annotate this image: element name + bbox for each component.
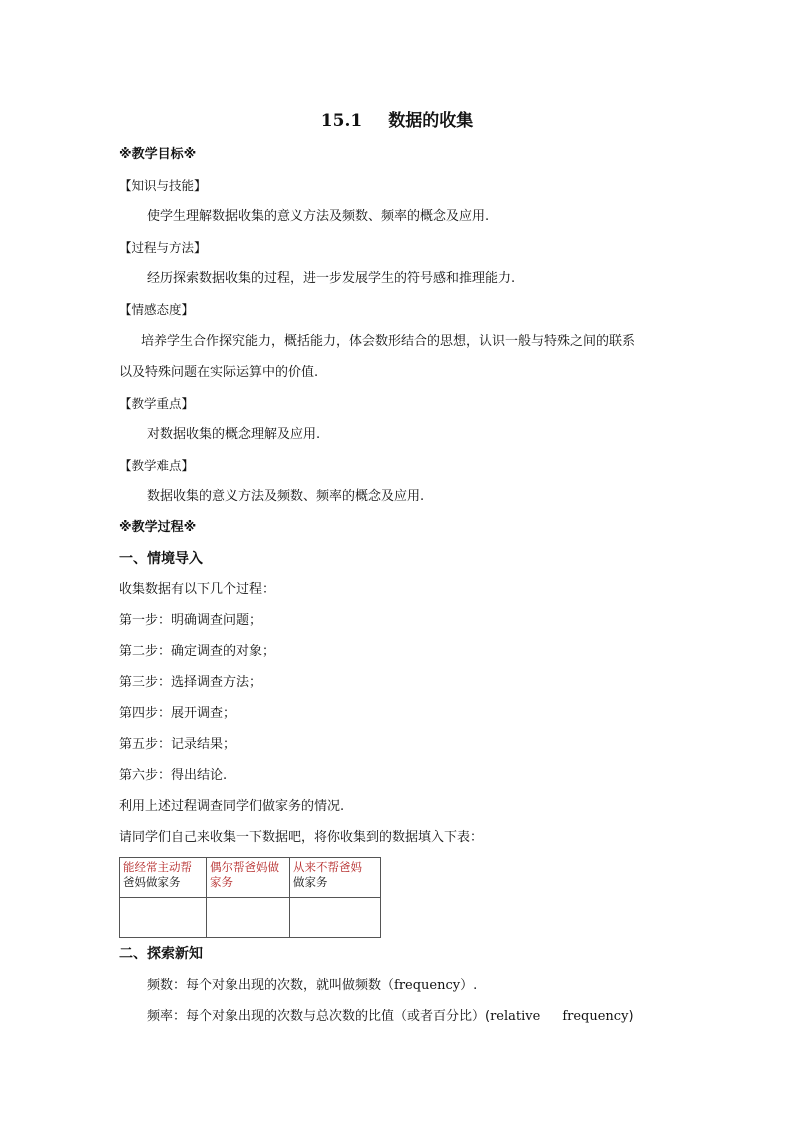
section-teaching-goals: ※教学目标※ <box>119 147 197 162</box>
table-header-cell <box>290 858 381 898</box>
header-line: 做家务 <box>293 875 328 889</box>
table-cell-empty[interactable] <box>207 898 290 938</box>
step-item: 第二步：确定调查的对象； <box>119 644 276 659</box>
page-title <box>0 106 794 131</box>
part1-ask: 请同学们自己来收集一下数据吧，将你收集到的数据填入下表： <box>119 830 484 845</box>
process-method-label: 【过程与方法】 <box>119 240 207 255</box>
difficult-points-text: 数据收集的意义方法及频数、频率的概念及应用. <box>147 489 425 504</box>
emotion-text-line1: 培养学生合作探究能力，概括能力，体会数形结合的思想，认识一般与特殊之间的联系 <box>141 334 636 349</box>
difficult-points-label: 【教学难点】 <box>119 458 195 473</box>
step-item: 第五步：记录结果； <box>119 737 237 752</box>
table-header-row <box>120 858 381 898</box>
key-points-label: 【教学重点】 <box>119 396 195 411</box>
section-teaching-process: ※教学过程※ <box>119 520 197 535</box>
definition-text: 频数：每个对象出现的次数，就叫做频数（ <box>147 978 395 993</box>
title-number: 15.1 <box>320 111 363 131</box>
definition-end: ) <box>628 1009 634 1024</box>
table-header-cell <box>120 858 207 898</box>
step-item: 第四步：展开调查； <box>119 706 237 721</box>
part2-heading: 二、探索新知 <box>119 946 203 962</box>
definition-term: relative <box>490 1009 541 1024</box>
header-line: 能经常主动帮 <box>123 860 192 874</box>
frequency-rate-definition <box>147 1009 634 1025</box>
header-line: 偶尔帮爸妈做 <box>210 860 279 874</box>
step-item: 第六步：得出结论. <box>119 768 228 783</box>
header-line: 从来不帮爸妈 <box>293 860 362 874</box>
header-line: 爸妈做家务 <box>123 875 181 889</box>
header-line: 家务 <box>210 875 233 889</box>
table-row <box>120 898 381 938</box>
definition-end: ）. <box>460 978 478 993</box>
emotion-label: 【情感态度】 <box>119 302 195 317</box>
knowledge-label: 【知识与技能】 <box>119 178 207 193</box>
step-item: 第三步：选择调查方法； <box>119 675 263 690</box>
emotion-text-line2: 以及特殊问题在实际运算中的价值. <box>119 365 319 380</box>
definition-term: frequency <box>562 1009 629 1024</box>
step-item: 第一步：明确调查问题； <box>119 613 263 628</box>
part1-intro: 收集数据有以下几个过程： <box>119 582 276 597</box>
table-cell-empty[interactable] <box>120 898 207 938</box>
process-method-text: 经历探索数据收集的过程，进一步发展学生的符号感和推理能力. <box>147 271 516 286</box>
table-cell-empty[interactable] <box>290 898 381 938</box>
key-points-text: 对数据收集的概念理解及应用. <box>147 427 321 442</box>
title-text: 数据的收集 <box>388 111 474 131</box>
table-header-cell <box>207 858 290 898</box>
part1-use: 利用上述过程调查同学们做家务的情况. <box>119 799 345 814</box>
frequency-count-definition <box>147 978 477 994</box>
definition-text: 频率：每个对象出现的次数与总次数的比值（或者百分比）( <box>147 1009 491 1024</box>
survey-table <box>119 857 381 938</box>
definition-term: frequency <box>394 978 461 993</box>
knowledge-text: 使学生理解数据收集的意义方法及频数、频率的概念及应用. <box>147 209 490 224</box>
part1-heading: 一、情境导入 <box>119 551 203 567</box>
